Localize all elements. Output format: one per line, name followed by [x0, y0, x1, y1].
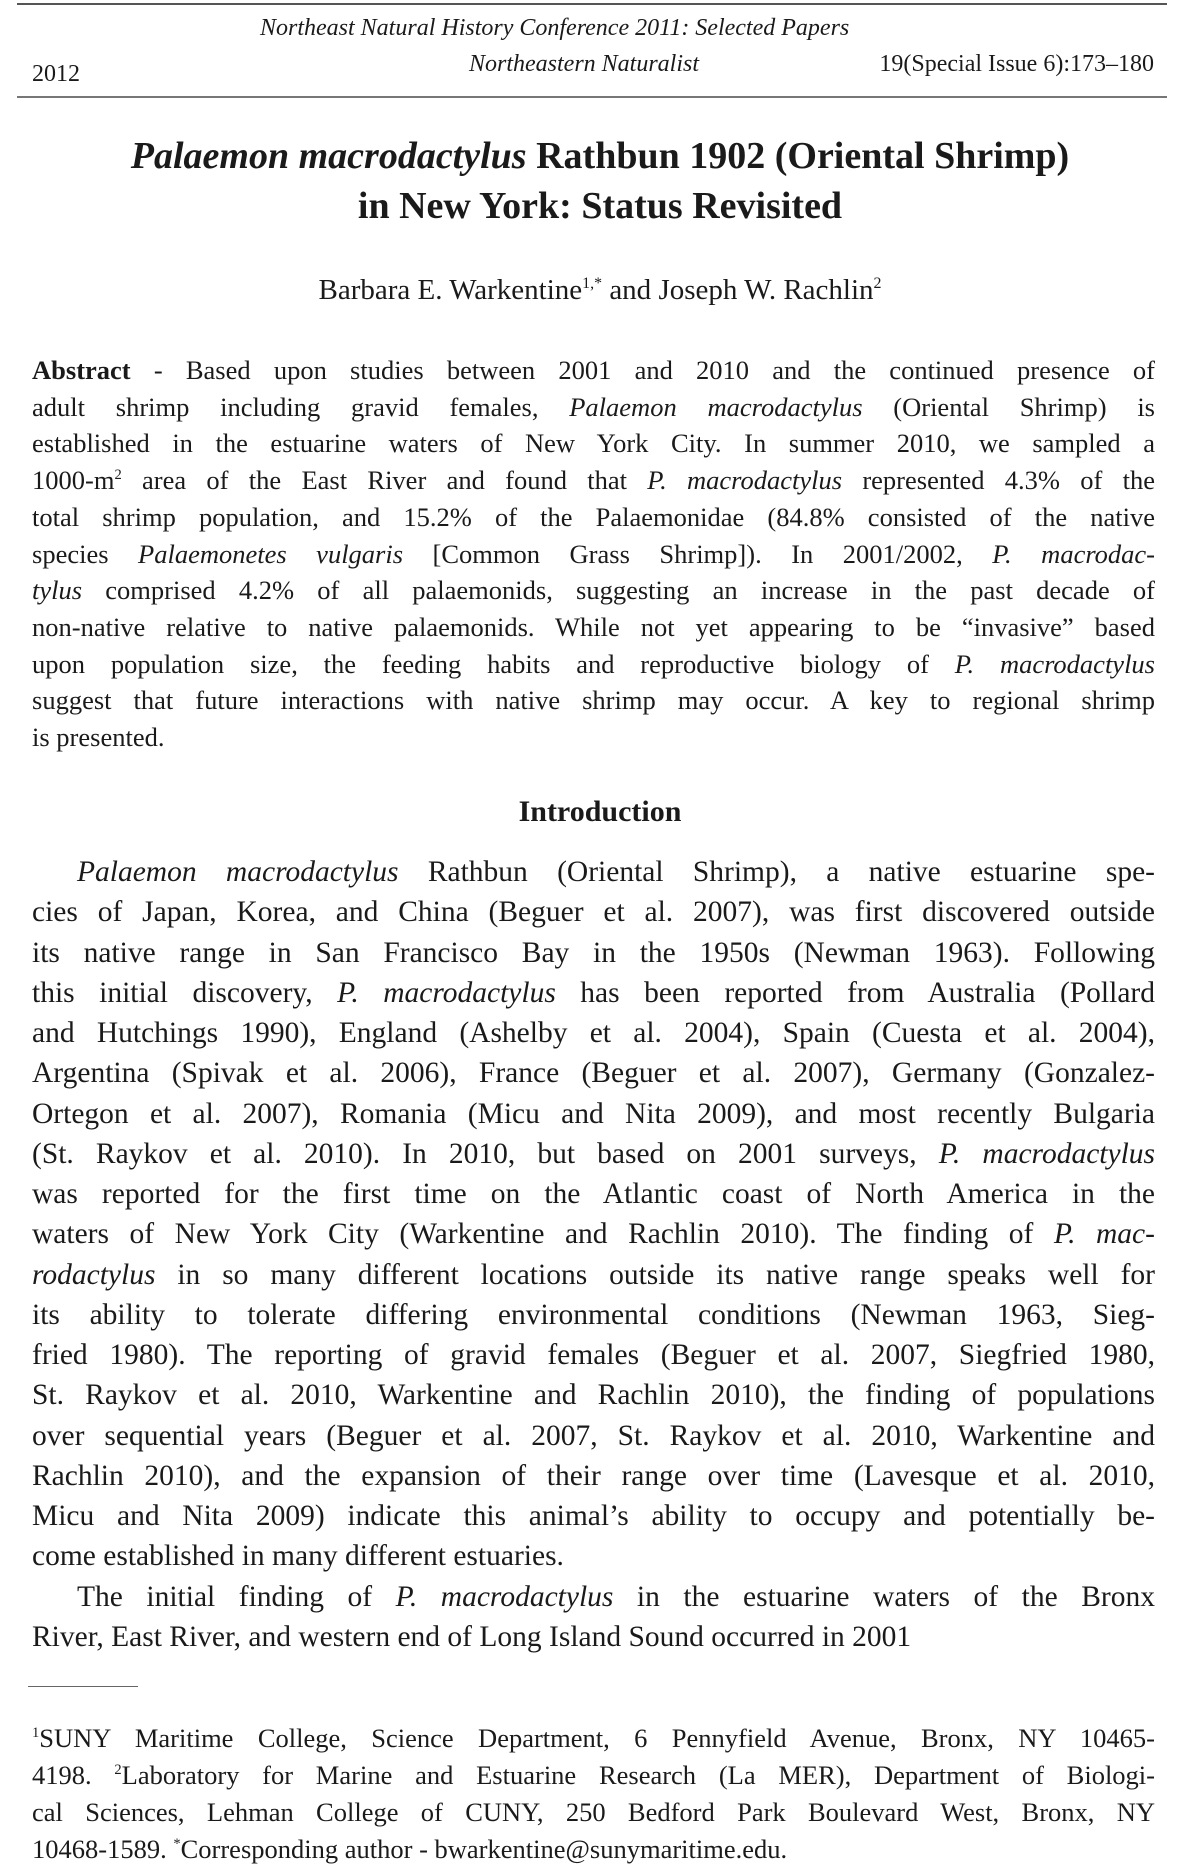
- author-1: Barbara E. Warkentine: [318, 274, 583, 306]
- footnote-line: [32, 1725, 1155, 1752]
- text-run: upon population size, the feeding habits and reproductive biology of: [32, 648, 955, 679]
- text-run: waters of New York City (Warkentine and Rachlin 2010). The finding of: [32, 1218, 1054, 1251]
- italic-term: P. macrodac-: [992, 538, 1155, 569]
- text-run: Ortegon et al. 2007), Romania (Micu and Nita 2009), and most recently Bulgaria: [32, 1097, 1155, 1130]
- introduction-line: [32, 1180, 1155, 1210]
- text-run: (Oriental Shrimp) is: [862, 391, 1155, 422]
- author-line: [0, 276, 1200, 305]
- text-run: adult shrimp including gravid females,: [32, 391, 570, 422]
- italic-term: P. macrodactylus: [647, 465, 843, 496]
- text-run: 10468-1589.: [32, 1834, 174, 1864]
- introduction-line: [32, 1097, 1155, 1130]
- header-top-rule: [17, 3, 1167, 5]
- introduction-line: [32, 1341, 1155, 1371]
- volume-pages: 19(Special Issue 6):173–180: [879, 51, 1154, 77]
- abstract-line: [32, 538, 1155, 569]
- publication-year: 2012: [32, 61, 80, 87]
- text-run: in so many different locations outside its native range speaks well for: [155, 1258, 1155, 1291]
- text-run: and Hutchings 1990), England (Ashelby et al. 2004), Spain (Cuesta et al. 2004),: [32, 1017, 1155, 1049]
- text-run: Laboratory for Marine and Estuarine Research (La MER), Department of Biologi-: [121, 1760, 1155, 1790]
- text-run: - Based upon studies between 2001 and 2010 and the continued presence of: [130, 355, 1155, 385]
- introduction-line: [32, 1542, 1155, 1572]
- header-bottom-rule: [17, 96, 1167, 98]
- italic-term: P. macrodactylus: [954, 648, 1155, 679]
- title-line-1-rest: Rathbun 1902 (Oriental Shrimp): [526, 135, 1070, 177]
- text-run: Rachlin 2010), and the expansion of their range over time (Lavesque et al. 2010,: [32, 1459, 1155, 1492]
- text-run: St. Raykov et al. 2010, Warkentine and Rachlin 2010), the finding of populations: [32, 1379, 1155, 1412]
- superscript-mark: 2: [114, 1761, 122, 1778]
- introduction-line: [32, 1019, 1155, 1049]
- text-run: area of the East River and found that: [121, 465, 648, 496]
- italic-term: Palaemon macrodactylus: [569, 391, 863, 422]
- superscript-mark: 1: [32, 1724, 40, 1741]
- text-run: established in the estuarine waters of New York City. In summer 2010, we sampled a: [32, 428, 1155, 459]
- text-run: [Common Grass Shrimp]). In 2001/2002,: [403, 538, 993, 569]
- introduction-line: [32, 936, 1155, 969]
- footnote-line: [32, 1836, 1155, 1863]
- italic-term: Palaemon macrodactylus: [77, 856, 399, 888]
- italic-term: Palaemonetes vulgaris: [138, 538, 404, 569]
- abstract-line: [32, 687, 1155, 714]
- author-2: Joseph W. Rachlin: [658, 274, 874, 306]
- article-title-line-1: [0, 137, 1200, 175]
- author-1-affiliation-marks: 1,*: [582, 274, 603, 292]
- section-heading-introduction: Introduction: [518, 795, 682, 828]
- introduction-line: [32, 1419, 1155, 1452]
- text-run: cies of Japan, Korea, and China (Beguer et al. 2007), was first discovered outside: [32, 896, 1155, 929]
- introduction-line: [32, 1137, 1156, 1170]
- introduction-line: [32, 1381, 1155, 1411]
- abstract-label: Abstract: [32, 355, 131, 385]
- abstract-line: [32, 391, 1155, 422]
- introduction-line: [32, 1459, 1155, 1492]
- footnote-line: [32, 1762, 1155, 1789]
- text-run: Argentina (Spivak et al. 2006), France (Beguer et al. 2007), Germany (Gonzalez-: [32, 1057, 1155, 1090]
- text-run: has been reported from Australia (Pollard: [555, 976, 1155, 1009]
- abstract-line: [32, 357, 1155, 384]
- conference-name: Northeast Natural History Conference 2011: Selected Papers: [260, 15, 850, 41]
- introduction-line: [32, 1298, 1155, 1331]
- text-run: this initial discovery,: [32, 976, 338, 1009]
- abstract-line: [32, 577, 1155, 604]
- text-run: The initial finding of: [77, 1580, 396, 1613]
- italic-term: rodactylus: [32, 1258, 156, 1291]
- text-run: represented 4.3% of the: [842, 465, 1156, 496]
- introduction-line: [32, 898, 1155, 928]
- text-run: SUNY Maritime College, Science Department, 6 Pennyfield Avenue, Bronx, NY 10465-: [39, 1723, 1155, 1753]
- abstract-line: [32, 724, 1155, 751]
- introduction-line: [32, 1220, 1155, 1250]
- text-run: cal Sciences, Lehman College of CUNY, 250 Bedford Park Boulevard West, Bronx, NY: [32, 1797, 1155, 1827]
- abstract-line: [32, 648, 1155, 679]
- text-run: its native range in San Francisco Bay in the 1950s (Newman 1963). Following: [32, 936, 1155, 969]
- italic-term: P. macrodactylus: [938, 1137, 1156, 1170]
- author-2-affiliation-marks: 2: [873, 274, 882, 292]
- text-run: is presented.: [32, 722, 165, 752]
- text-run: 4198.: [32, 1760, 115, 1790]
- text-run: total shrimp population, and 15.2% of the Palaemonidae (84.8% consisted of the native: [32, 501, 1155, 532]
- text-run: suggest that future interactions with native shrimp may occur. A key to regional shrimp: [32, 685, 1155, 716]
- introduction-line: [32, 1258, 1155, 1291]
- footnote-rule: [28, 1686, 138, 1687]
- article-title-line-2: in New York: Status Revisited: [357, 185, 843, 227]
- introduction-line: [32, 976, 1155, 1009]
- text-run: River, East River, and western end of Long Island Sound occurred in 2001: [32, 1620, 912, 1653]
- text-run: (St. Raykov et al. 2010). In 2010, but based on 2001 surveys,: [32, 1137, 939, 1170]
- text-run: 1000-m: [32, 465, 115, 496]
- text-run: non-native relative to native palaemonids. While not yet appearing to be “invasive” based: [32, 611, 1155, 642]
- author-joiner: and: [602, 274, 659, 306]
- text-run: Rathbun (Oriental Shrimp), a native estuarine spe-: [398, 856, 1155, 888]
- italic-term: tylus: [32, 575, 83, 606]
- introduction-line: [32, 1620, 1155, 1653]
- introduction-line: [32, 1580, 1155, 1613]
- text-run: Micu and Nita 2009) indicate this animal’s ability to occupy and potentially be-: [32, 1500, 1155, 1532]
- superscript-mark: 2: [114, 466, 122, 483]
- superscript-mark: *: [173, 1835, 181, 1852]
- introduction-line: [32, 1502, 1155, 1532]
- italic-term: P. mac-: [1053, 1218, 1155, 1251]
- text-run: Corresponding author - bwarkentine@sunymaritime.edu.: [180, 1834, 788, 1864]
- italic-term: P. macrodactylus: [395, 1580, 614, 1613]
- text-run: comprised 4.2% of all palaemonids, suggesting an increase in the past decade of: [82, 575, 1155, 606]
- text-run: was reported for the first time on the Atlantic coast of North America in the: [32, 1178, 1155, 1210]
- abstract-line: [32, 430, 1155, 457]
- journal-name: Northeastern Naturalist: [469, 51, 700, 77]
- abstract-line: [32, 611, 1155, 642]
- introduction-line: [32, 858, 1155, 888]
- text-run: in the estuarine waters of the Bronx: [613, 1580, 1155, 1613]
- introduction-line: [32, 1059, 1155, 1089]
- abstract-line: [32, 467, 1155, 494]
- abstract-line: [32, 501, 1155, 532]
- text-run: its ability to tolerate differing environmental conditions (Newman 1963, Sieg-: [32, 1298, 1155, 1331]
- text-run: over sequential years (Beguer et al. 2007, St. Raykov et al. 2010, Warkentine and: [32, 1419, 1155, 1452]
- text-run: species: [32, 538, 139, 569]
- text-run: fried 1980). The reporting of gravid females (Beguer et al. 2007, Siegfried 1980,: [32, 1339, 1155, 1371]
- text-run: come established in many different estuaries.: [32, 1540, 564, 1573]
- footnote-line: [32, 1799, 1155, 1826]
- title-species-name: Palaemon macrodactylus: [130, 135, 527, 177]
- italic-term: P. macrodactylus: [337, 976, 556, 1009]
